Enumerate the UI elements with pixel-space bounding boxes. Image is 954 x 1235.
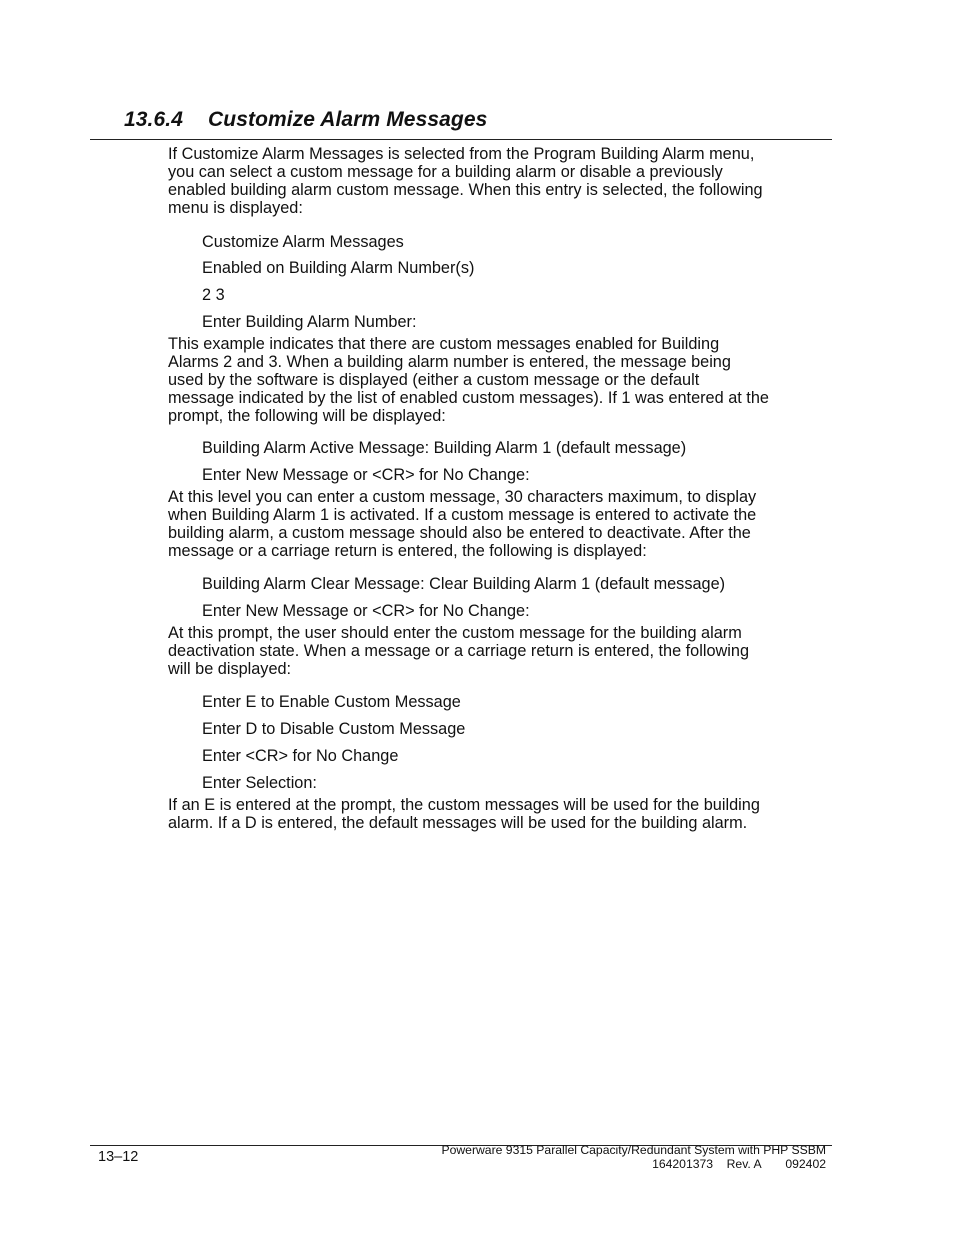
paragraph-intro [168, 146, 818, 218]
section-heading [124, 108, 487, 132]
paragraph-line: At this level you can enter a custom message, 30 characters maximum, to display [168, 488, 757, 506]
menu-line: Enter New Message or <CR> for No Change: [202, 466, 530, 484]
menu-line: Building Alarm Clear Message: Clear Building Alarm 1 (default message) [202, 575, 726, 593]
paragraph-line: enabled building alarm custom message. When this entry is selected, the following [168, 180, 763, 199]
footer-doc-info [441, 1143, 826, 1171]
footer-revision: Rev. A [726, 1157, 762, 1171]
menu-line: 2 3 [202, 286, 225, 304]
footer-doc-number: 164201373 [652, 1157, 714, 1171]
footer-doc-title: Powerware 9315 Parallel Capacity/Redundant System with PHP SSBM [441, 1143, 826, 1157]
paragraph-line: prompt, the following will be displayed: [168, 406, 446, 425]
footer-doc-meta [441, 1157, 826, 1171]
menu-line: Enter Selection: [202, 774, 317, 792]
menu-line: Enter E to Enable Custom Message [202, 693, 461, 711]
menu-line: Enter Building Alarm Number: [202, 313, 417, 331]
paragraph-line: when Building Alarm 1 is activated. If a custom message is entered to activate the [168, 505, 757, 524]
paragraph-line: building alarm, a custom message should also be entered to deactivate. After the [168, 523, 751, 542]
menu-line: Enabled on Building Alarm Number(s) [202, 259, 475, 277]
paragraph-selection [168, 797, 818, 833]
paragraph-line: deactivation state. When a message or a carriage return is entered, the following [168, 641, 750, 660]
paragraph-example [168, 336, 818, 426]
menu-line: Enter D to Disable Custom Message [202, 720, 466, 738]
page-number: 13–12 [98, 1149, 139, 1165]
paragraph-line: This example indicates that there are custom messages enabled for Building [168, 335, 720, 353]
footer-date-code: 092402 [785, 1157, 826, 1171]
paragraph-line: message or a carriage return is entered, the following is displayed: [168, 541, 647, 560]
paragraph-line: you can select a custom message for a building alarm or disable a previously [168, 162, 723, 181]
paragraph-deactivation [168, 625, 818, 679]
paragraph-line: Alarms 2 and 3. When a building alarm number is entered, the message being [168, 352, 731, 371]
section-number: 13.6.4 [124, 108, 183, 131]
paragraph-line: At this prompt, the user should enter the custom message for the building alarm [168, 624, 742, 642]
paragraph-line: If Customize Alarm Messages is selected from the Program Building Alarm menu, [168, 145, 755, 163]
paragraph-line: menu is displayed: [168, 198, 303, 217]
section-title: Customize Alarm Messages [208, 108, 488, 131]
paragraph-line: will be displayed: [168, 659, 292, 678]
menu-line: Enter <CR> for No Change [202, 747, 399, 765]
menu-line: Customize Alarm Messages [202, 233, 404, 251]
paragraph-custom-message [168, 489, 818, 561]
heading-rule [90, 139, 832, 140]
paragraph-line: used by the software is displayed (either a custom message or the default [168, 370, 700, 389]
paragraph-line: alarm. If a D is entered, the default messages will be used for the building alarm. [168, 813, 748, 832]
paragraph-line: message indicated by the list of enabled custom messages). If 1 was entered at the [168, 388, 769, 407]
paragraph-line: If an E is entered at the prompt, the custom messages will be used for the building [168, 796, 760, 814]
menu-line: Enter New Message or <CR> for No Change: [202, 602, 530, 620]
menu-line: Building Alarm Active Message: Building Alarm 1 (default message) [202, 439, 687, 457]
